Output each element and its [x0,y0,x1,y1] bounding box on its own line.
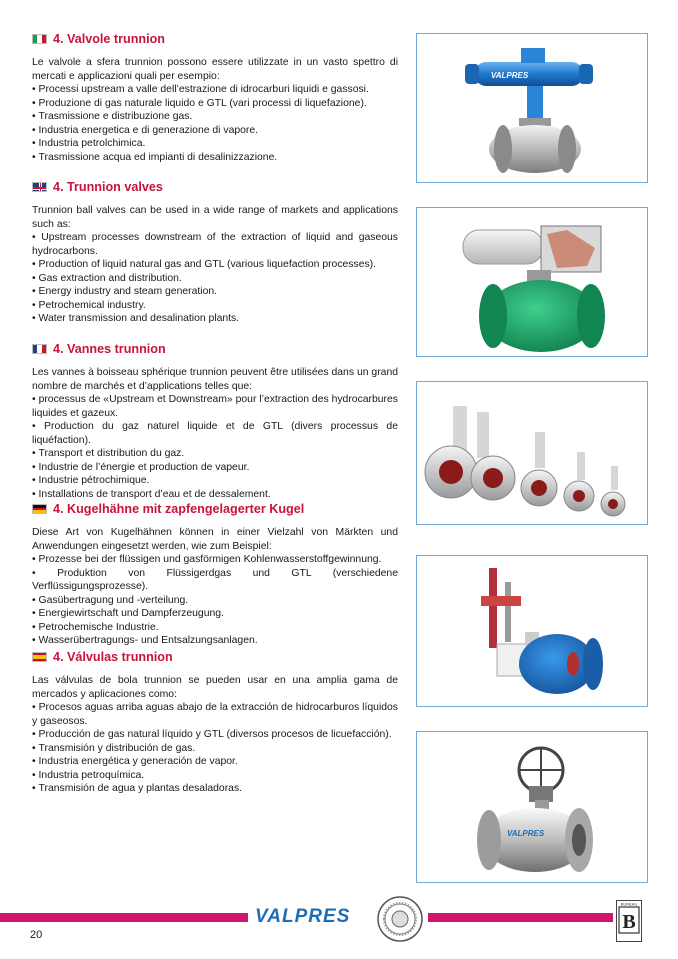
valve-photo-gear-operated [416,731,648,883]
section-body-french: Les vannes à boisseau sphérique trunnion peuvent être utilisées dans un grand nombre de marchés et d’applications telles que: • processus de «Upstream et Downstream» pour l’extraction des hydrocarbures liquides et gazeux. • Production du gaz naturel liquide et de GTL (divers processus de liquéfaction). • Transport et distribution du gaz. • Industrie de l’énergie et production de vapeur. • Industrie pétrochimique. • Installations de transport d’eau et de dessalement. [32,366,398,501]
uk-flag-icon [32,182,47,192]
spain-flag-icon [32,652,47,662]
list-item: • Prozesse bei der flüssigen und gasförmigen Kohlenwasserstoffgewinnung. [32,553,398,567]
list-item: • Production du gaz naturel liquide et de GTL (divers processus de liquéfaction). [32,420,398,447]
list-item: • Energiewirtschaft und Dampferzeugung. [32,607,398,621]
section-title-french: 4. Vannes trunnion [32,340,398,358]
page-number: 20 [30,929,43,941]
valve-illustration [417,732,648,883]
list-item: • Energy industry and steam generation. [32,285,398,299]
svg-text:BUREAU: BUREAU [620,901,638,907]
list-item: • Processi upstream a valle dell’estrazione di idrocarburi liquidi e gassosi. [32,83,398,97]
section-english [32,178,398,326]
list-item: • Upstream processes downstream of the extraction of liquid and gaseous hydrocarbons. [32,231,398,258]
section-body-italian: Le valvole a sfera trunnion possono essere utilizzate in un vasto spettro di mercati e applicazioni quali per esempio: • Processi upstream a valle dell’estrazione di idrocarburi liquidi e gassosi. • Produzione di gas naturale liquido e GTL (vari processi di liquefazione). • Trasmissione e distribuzione gas. • Industria energetica e di generazione di vapore. • Industria petrolchimica. • Trasmissione acqua ed impianti di desalinizzazione. [32,56,398,164]
section-title-spanish: 4. Válvulas trunnion [32,648,398,666]
list-item: • Industrie de l’énergie et production de vapeur. [32,461,398,475]
valve-photo-group [416,381,648,525]
valve-photo-blue-piping [416,555,648,707]
list-item: • Produktion von Flüssigerdgas und GTL (verschiedene Verflüssigungsprozesse). [32,567,398,594]
list-item: • Production of liquid natural gas and GTL (various liquefaction processes). [32,258,398,272]
valve-illustration [417,382,648,525]
section-body-german: Diese Art von Kugelhähnen können in einer Vielzahl von Märkten und Anwendungen eingesetzt werden, wie zum Beispiel: • Prozesse bei der flüssigen und gasförmigen Kohlenwasserstoffgewinnung. • Produktion von Flüssigerdgas und GTL (verschiedene Verflüssigungsprozesse). • Gasübertragung und -verteilung. • Energiewirtschaft und Dampferzeugung. • Petrochemische Industrie. • Wasserübertragungs- und Entsalzungsanlagen. [32,526,398,648]
valve-illustration [417,34,648,183]
valve-photo-green [416,207,648,357]
list-item: • Industria energética y generación de vapor. [32,755,398,769]
bureau-veritas-logo-icon [616,900,642,942]
section-title-german: 4. Kugelhähne mit zapfengelagerter Kugel [32,500,398,518]
list-item: • Transmisión y distribución de gas. [32,742,398,756]
italy-flag-icon [32,34,47,44]
germany-flag-icon [32,504,47,514]
footer-accent-bar-right [428,913,613,922]
section-german [32,500,398,648]
list-item: • Industrie pétrochimique. [32,474,398,488]
list-item: • Water transmission and desalination plants. [32,312,398,326]
section-title-english: 4. Trunnion valves [32,178,398,196]
list-item: • Procesos aguas arriba aguas abajo de la extracción de hidrocarburos líquidos y gaseosos. [32,701,398,728]
france-flag-icon [32,344,47,354]
certification-seal-icon [376,895,424,943]
section-spanish [32,648,398,796]
list-item: • Installations de transport d’eau et de dessalement. [32,488,398,502]
list-item: • Produzione di gas naturale liquido e GTL (vari processi di liquefazione). [32,97,398,111]
list-item: • Industria petrolchimica. [32,137,398,151]
valpres-logo: VALPRES [255,906,351,927]
list-item: • Industria petroquímica. [32,769,398,783]
footer-accent-bar-left [0,913,248,922]
list-item: • Petrochemical industry. [32,299,398,313]
section-italian [32,30,398,164]
list-item: • Petrochemische Industrie. [32,621,398,635]
list-item: • Trasmissione e distribuzione gas. [32,110,398,124]
list-item: • Transmisión de agua y plantas desaladoras. [32,782,398,796]
brand-label: VALPRES [507,829,545,838]
list-item: • Gas extraction and distribution. [32,272,398,286]
valve-illustration [417,556,648,707]
valve-photo-actuated-blue [416,33,648,183]
brand-label: VALPRES [491,71,529,80]
valve-illustration [417,208,648,357]
section-body-english: Trunnion ball valves can be used in a wide range of markets and applications such as: • Upstream processes downstream of the extraction of liquid and gaseous hydrocarbons. • Production of liquid natural gas and GTL (various liquefaction processes). • Gas extraction and distribution. • Energy industry and steam generation. • Petrochemical industry. • Water transmission and desalination plants. [32,204,398,326]
list-item: • Industria energetica e di generazione di vapore. [32,124,398,138]
list-item: • processus de «Upstream et Downstream» pour l’extraction des hydrocarbures liquides et gazeux. [32,393,398,420]
list-item: • Trasmissione acqua ed impianti di desalinizzazione. [32,151,398,165]
list-item: • Transport et distribution du gaz. [32,447,398,461]
section-french [32,340,398,501]
svg-text:B: B [622,911,636,933]
list-item: • Wasserübertragungs- und Entsalzungsanlagen. [32,634,398,648]
list-item: • Producción de gas natural líquido y GTL (diversos procesos de licuefacción). [32,728,398,742]
list-item: • Gasübertragung und -verteilung. [32,594,398,608]
section-title-italian: 4. Valvole trunnion [32,30,398,48]
section-body-spanish: Las válvulas de bola trunnion se pueden usar en una amplia gama de mercados y aplicaciones como: • Procesos aguas arriba aguas abajo de la extracción de hidrocarburos líquidos y gaseosos. • Producción de gas natural líquido y GTL (diversos procesos de licuefacción). • Transmisión y distribución de gas. • Industria energética y generación de vapor. • Industria petroquímica. • Transmisión de agua y plantas desaladoras. [32,674,398,796]
